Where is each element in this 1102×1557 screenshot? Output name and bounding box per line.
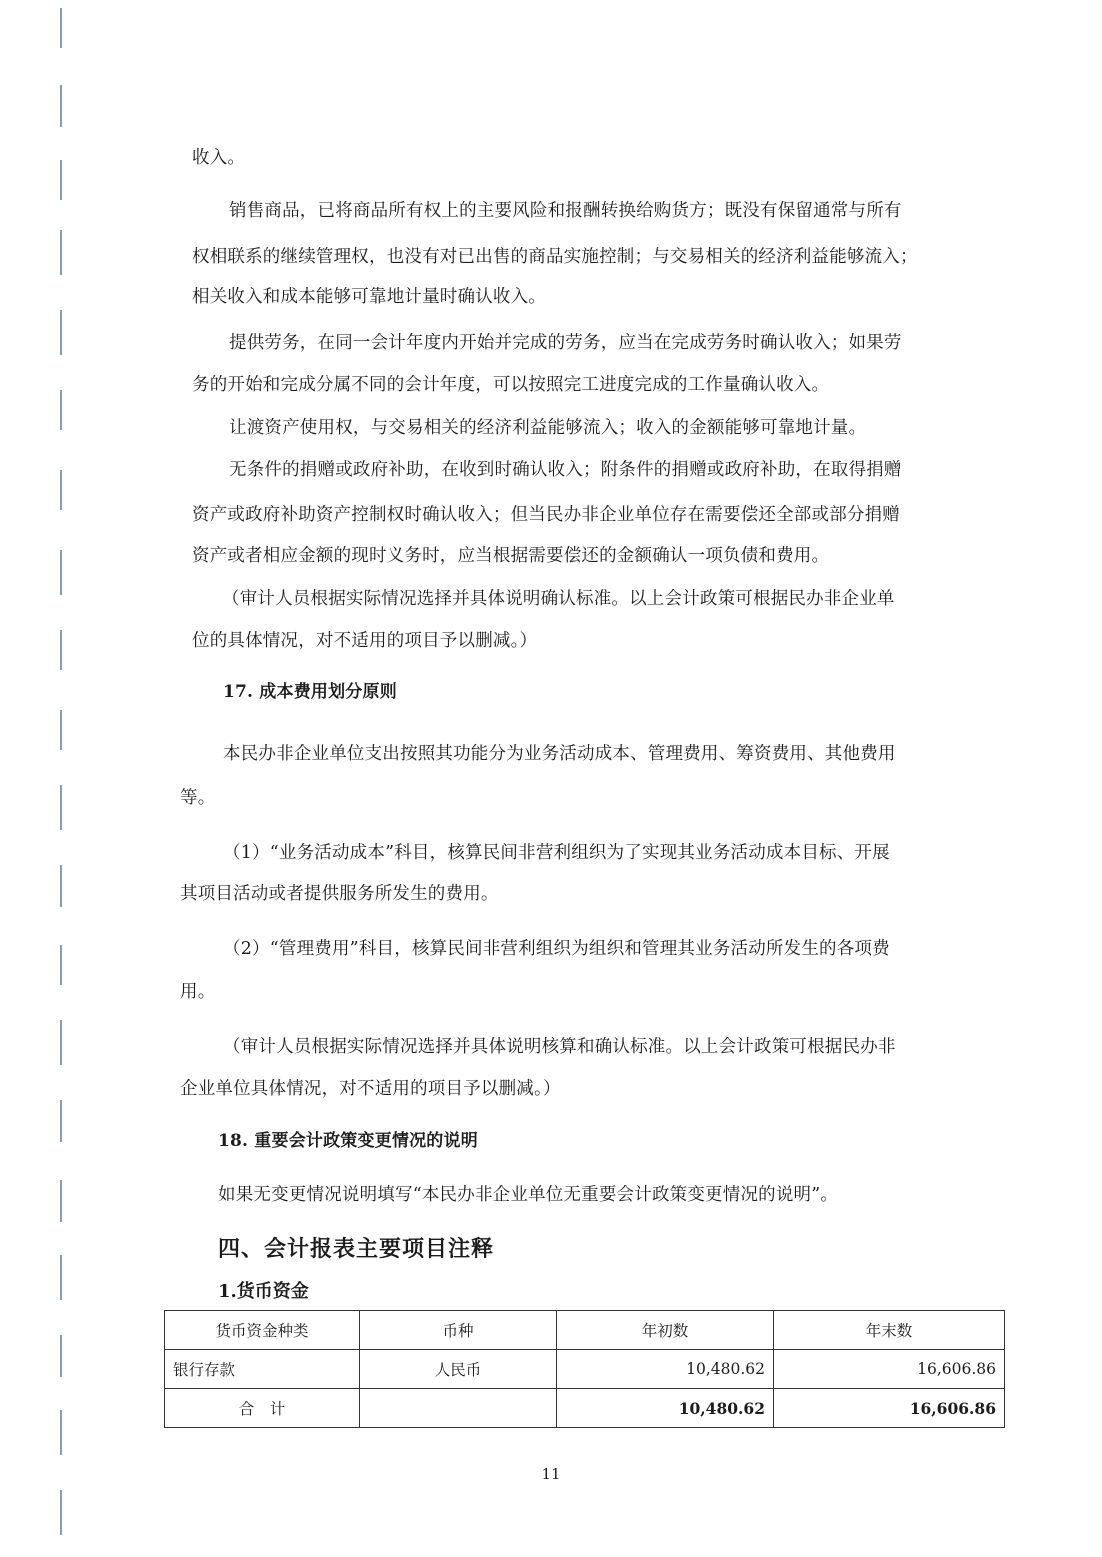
heading-17: 17. 成本费用划分原则 [223,682,397,702]
table-cell: 10,480.62 [557,1350,774,1389]
table-header-row [165,1311,1005,1350]
cash-table [164,1310,1005,1428]
binding-mark [60,1020,62,1065]
paragraph-line: 本民办非企业单位支出按照其功能分为业务活动成本、管理费用、筹资费用、其他费用 [223,744,896,764]
table-total-row [165,1389,1005,1428]
binding-mark [60,1180,62,1222]
paragraph-line: （1）“业务活动成本”科目，核算民间非营利组织为了实现其业务活动成本目标、开展 [223,843,890,863]
binding-mark [60,865,62,907]
binding-mark [60,230,62,275]
page-number: 11 [541,1465,561,1483]
table-cell: 10,480.62 [557,1389,774,1428]
paragraph-line: 务的开始和完成分属不同的会计年度，可以按照完工进度完成的工作量确认收入。 [192,375,830,395]
subsection-title: 1.货币资金 [218,1281,309,1302]
binding-mark [60,785,62,830]
paragraph-line: 提供劳务，在同一会计年度内开始并完成的劳务，应当在完成劳务时确认收入；如果劳 [229,333,902,353]
paragraph-line: 销售商品，已将商品所有权上的主要风险和报酬转换给购货方；既没有保留通常与所有 [229,201,902,221]
binding-mark [60,310,62,355]
table-cell: 人民币 [360,1350,557,1389]
paragraph-line: 无条件的捐赠或政府补助，在收到时确认收入；附条件的捐赠或政府补助，在取得捐赠 [229,460,902,480]
paragraph-line: 权相联系的继续管理权，也没有对已出售的商品实施控制；与交易相关的经济利益能够流入； [192,247,918,267]
paragraph-line: 用。 [180,982,216,1002]
table-cell: 16,606.86 [774,1350,1005,1389]
paragraph-line: 位的具体情况，对不适用的项目予以删减。） [192,631,538,651]
paragraph-line: 其项目活动或者提供服务所发生的费用。 [180,884,499,904]
binding-mark [60,85,62,127]
paragraph-line: 等。 [180,788,216,808]
paragraph-line: （2）“管理费用”科目，核算民间非营利组织为组织和管理其业务活动所发生的各项费 [223,939,890,959]
binding-mark [60,470,62,510]
binding-mark [60,1255,62,1300]
paragraph-line: （审计人员根据实际情况选择并具体说明核算和确认标准。以上会计政策可根据民办非 [223,1037,896,1057]
section-title: 四、会计报表主要项目注释 [218,1236,495,1262]
binding-mark [60,550,62,595]
paragraph-line: 资产或者相应金额的现时义务时，应当根据需要偿还的金额确认一项负债和费用。 [192,546,830,566]
binding-mark [60,630,62,670]
paragraph-line: 资产或政府补助资产控制权时确认收入；但当民办非企业单位存在需要偿还全部或部分捐赠 [192,505,900,525]
table-header: 币种 [360,1311,557,1350]
paragraph-line: 企业单位具体情况，对不适用的项目予以删减。） [180,1079,561,1099]
binding-mark [60,1335,62,1377]
table-cell: 银行存款 [165,1350,360,1389]
binding-mark [60,390,62,430]
table-row [165,1350,1005,1389]
binding-mark [60,1410,62,1455]
binding-mark [60,945,62,985]
paragraph-line: 收入。 [192,148,246,168]
table-cell: 16,606.86 [774,1389,1005,1428]
paragraph-line: 相关收入和成本能够可靠地计量时确认收入。 [192,287,546,307]
heading-18: 18. 重要会计政策变更情况的说明 [218,1131,478,1151]
binding-mark [60,710,62,750]
table-cell [360,1389,557,1428]
paragraph-line: 让渡资产使用权，与交易相关的经济利益能够流入；收入的金额能够可靠地计量。 [229,418,867,438]
binding-mark [60,8,62,48]
binding-mark [60,160,62,200]
binding-mark [60,1490,62,1535]
table-header: 年末数 [774,1311,1005,1350]
paragraph-line: 如果无变更情况说明填写“本民办非企业单位无重要会计政策变更情况的说明”。 [218,1185,839,1205]
binding-mark [60,1100,62,1142]
table-header: 年初数 [557,1311,774,1350]
table-cell: 合 计 [165,1389,360,1428]
table-header: 货币资金种类 [165,1311,360,1350]
paragraph-line: （审计人员根据实际情况选择并具体说明确认标准。以上会计政策可根据民办非企业单 [222,589,895,609]
